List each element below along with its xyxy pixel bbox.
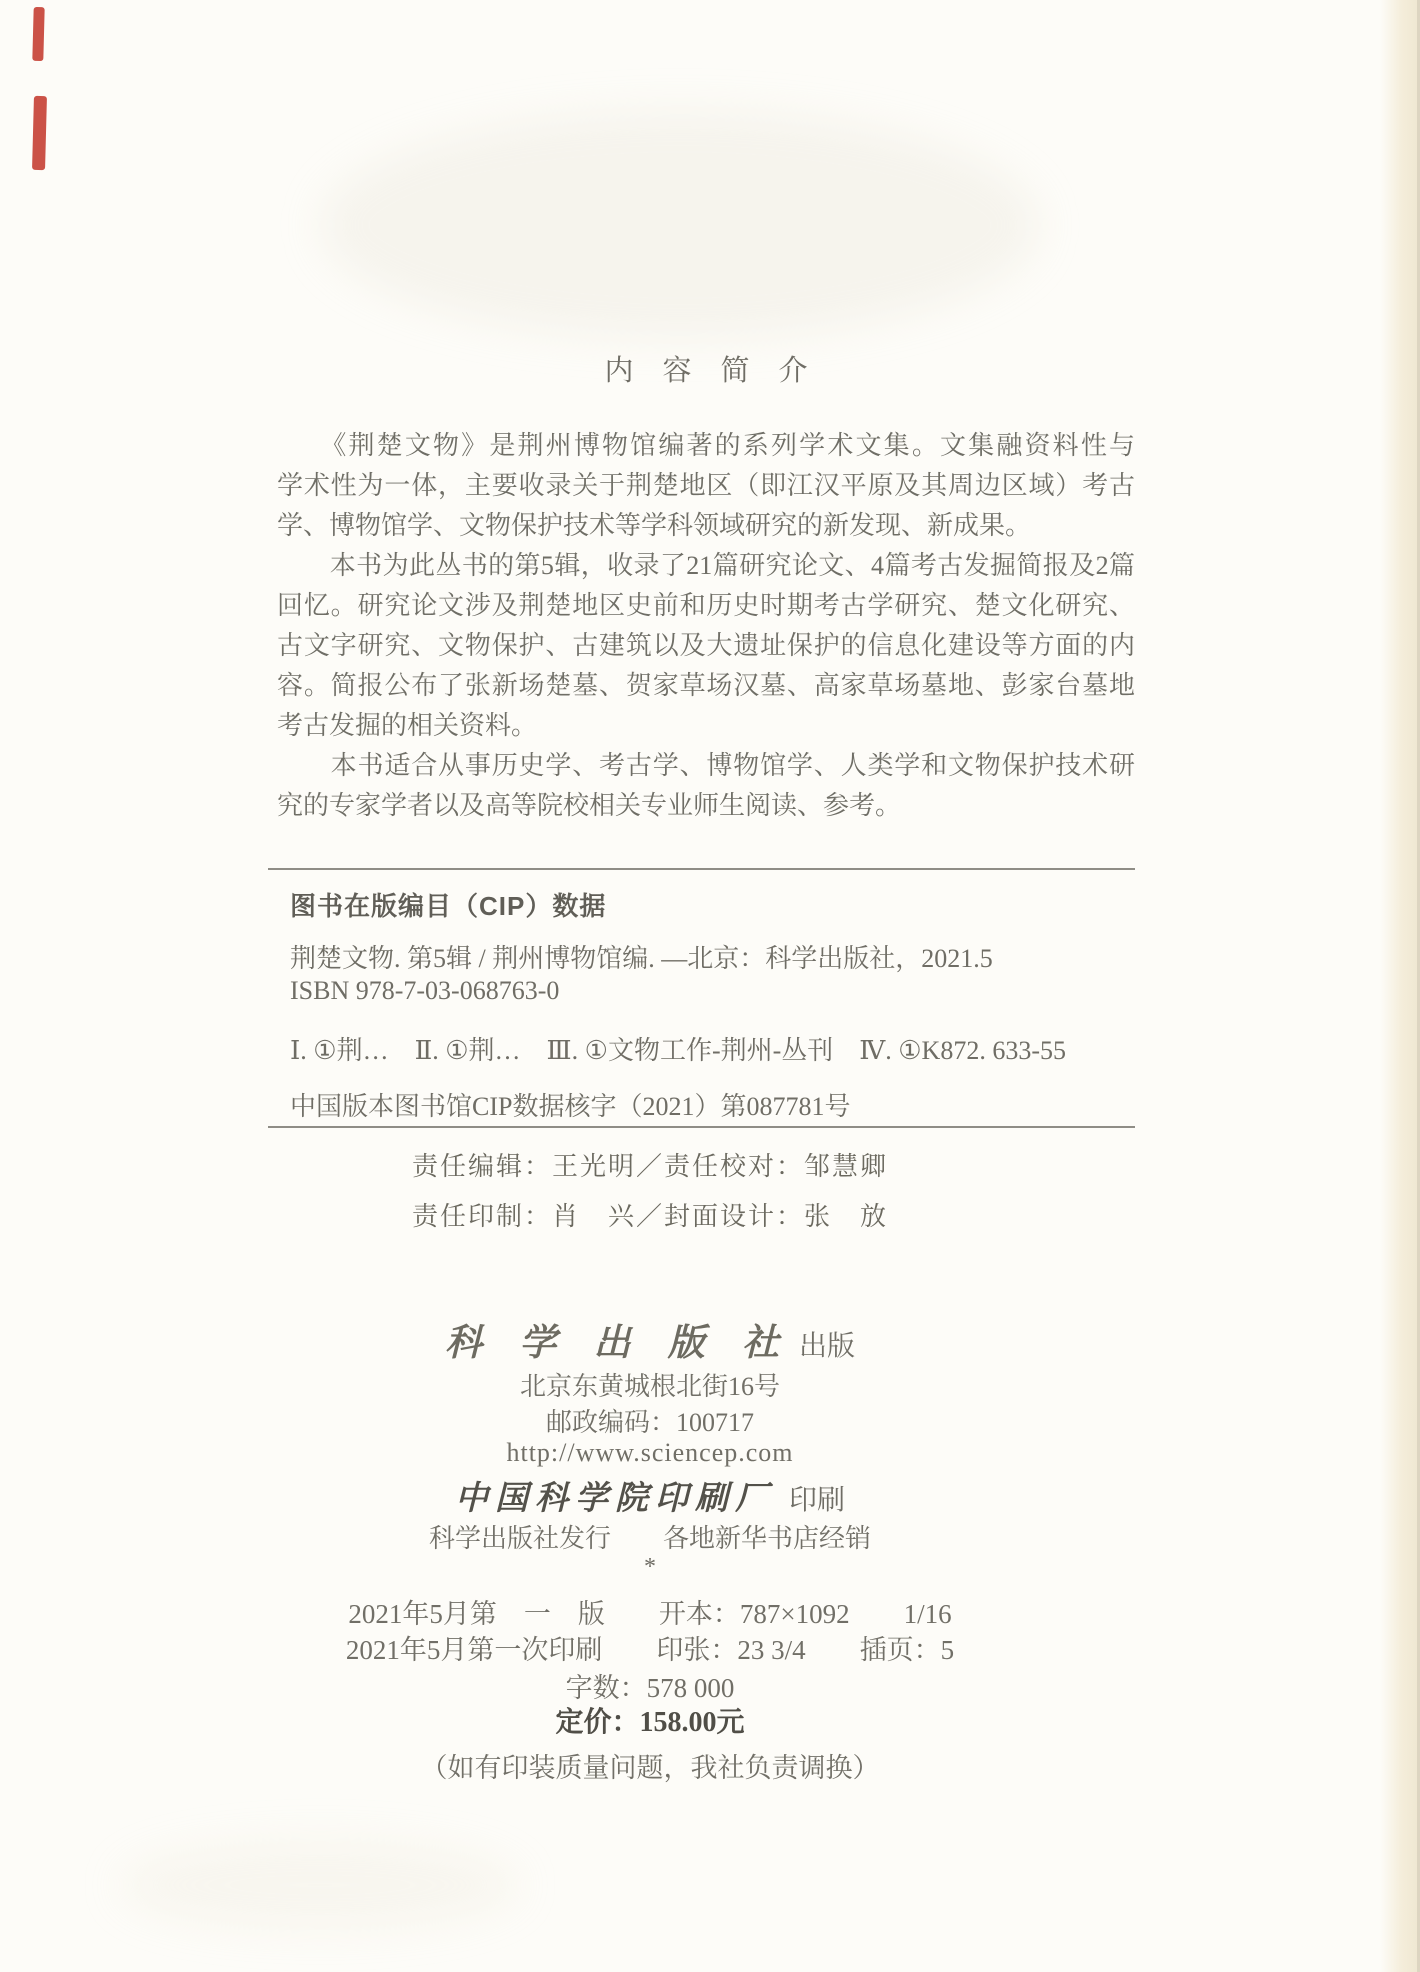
staff-editors-line: 责任编辑：王光明／责任校对：邹慧卿 — [411, 1152, 888, 1181]
isbn-number: ISBN 978-7-03-068763-0 — [290, 976, 560, 1005]
intro-line: 考古发掘的相关资料。 — [277, 711, 538, 740]
edition-line-1: 2021年5月第 一 版 开本：787×1092 1/16 — [348, 1599, 952, 1629]
intro-line: 本书适合从事历史学、考古学、博物馆学、人类学和文物保护技术研 — [277, 751, 1135, 780]
section-title-content-summary: 内 容 简 介 — [604, 355, 808, 387]
publisher-website: http://www.sciencep.com — [506, 1438, 794, 1467]
science-press-logo-script: 科 学 出 版 社 — [444, 1323, 793, 1364]
intro-line: 古文字研究、文物保护、古建筑以及大遗址保护的信息化建设等方面的内 — [277, 631, 1135, 660]
staff-printing-line: 责任印制：肖 兴／封面设计：张 放 — [411, 1202, 888, 1231]
intro-line: 学术性为一体，主要收录关于荆楚地区（即江汉平原及其周边区域）考古 — [277, 471, 1135, 500]
publisher-suffix: 出版 — [798, 1331, 855, 1362]
page-edge-shadow — [1380, 0, 1420, 1972]
cip-catalog-entry: 荆楚文物. 第5辑 / 荆州博物馆编. —北京：科学出版社，2021.5 — [290, 944, 993, 973]
publisher-line — [170, 1312, 1130, 1366]
printer-suffix: 印刷 — [788, 1485, 845, 1516]
return-notice: （如有印装质量问题，我社负责调换） — [420, 1753, 880, 1783]
intro-line: 回忆。研究论文涉及荆楚地区史前和历史时期考古学研究、楚文化研究、 — [277, 591, 1135, 620]
intro-line: 容。简报公布了张新场楚墓、贺家草场汉墓、高家草场墓地、彭家台墓地 — [277, 671, 1135, 700]
price-line: 定价：158.00元 — [555, 1707, 745, 1738]
intro-line: 《荆楚文物》是荆州博物馆编著的系列学术文集。文集融资料性与 — [277, 431, 1135, 460]
red-edge-mark — [32, 7, 44, 61]
publisher-address: 北京东黄城根北街16号 — [519, 1372, 780, 1401]
distribution-line: 科学出版社发行 各地新华书店经销 — [428, 1524, 871, 1553]
word-count: 字数：578 000 — [565, 1673, 735, 1703]
printer-logo-script: 中国科学院印刷厂 — [454, 1481, 775, 1517]
intro-line: 学、博物馆学、文物保护技术等学科领域研究的新发现、新成果。 — [277, 511, 1032, 540]
red-edge-mark — [32, 96, 47, 170]
intro-line: 本书为此丛书的第5辑，收录了21篇研究论文、4篇考古发掘简报及2篇 — [277, 551, 1135, 580]
edition-line-2: 2021年5月第一次印刷 印张：23 3/4 插页：5 — [345, 1635, 955, 1665]
cip-header: 图书在版编目（CIP）数据 — [290, 891, 607, 921]
cip-record-number: 中国版本图书馆CIP数据核字（2021）第087781号 — [290, 1092, 851, 1121]
intro-line: 究的专家学者以及高等院校相关专业师生阅读、参考。 — [277, 791, 902, 820]
cip-classification: Ⅰ. ①荆… Ⅱ. ①荆… Ⅲ. ①文物工作-荆州-丛刊 Ⅳ. ①K872. 633-55 — [290, 1036, 1066, 1065]
colophon-column — [170, 0, 1130, 1972]
asterisk-divider: * — [644, 1554, 656, 1580]
printer-line — [170, 1472, 1130, 1519]
postal-code: 邮政编码：100717 — [545, 1408, 754, 1437]
